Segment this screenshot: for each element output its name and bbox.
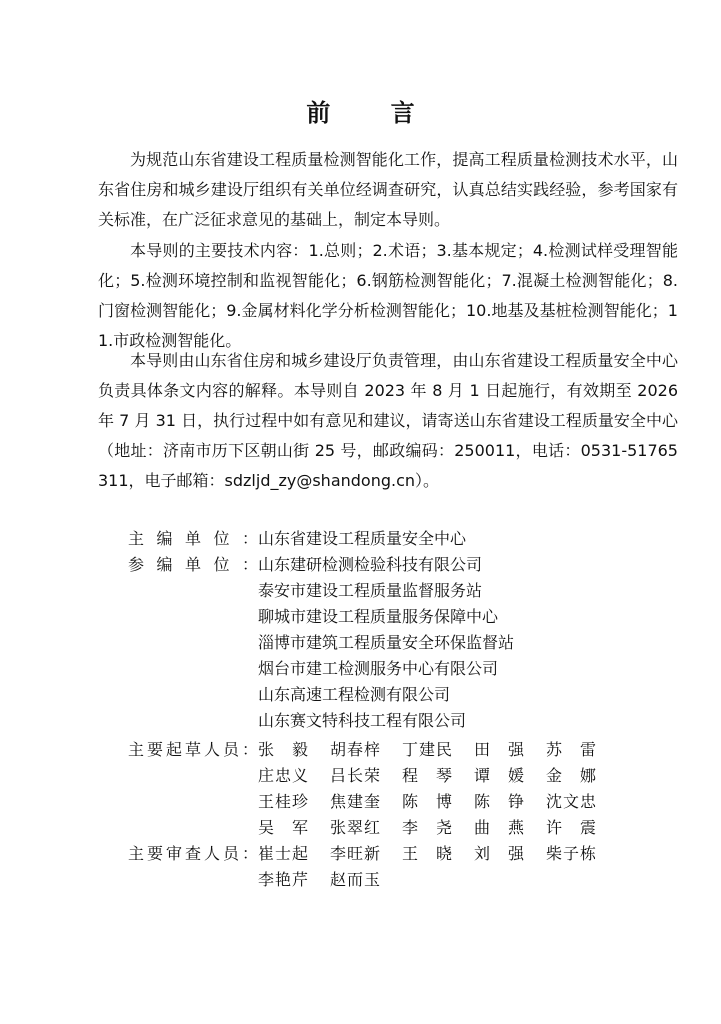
person-name: 张毅 [258, 740, 308, 759]
drafter-row-names [258, 737, 618, 763]
paragraph-contents: 本导则的主要技术内容：1.总则；2.术语；3.基本规定；4.检测试样受理智能化；5.检测环境控制和监视智能化；6.钢筋检测智能化；7.混凝土检测智能化；8.门窗检测智能化；9.金属材料化学分析检测智能化；10.地基及基桩检测智能化；11.市政检测智能化。 [98, 241, 678, 350]
co-editor-row [128, 552, 688, 578]
paragraph-purpose: 为规范山东省建设工程质量检测智能化工作，提高工程质量检测技术水平，山东省住房和城乡建设厅组织有关单位经调查研究，认真总结实践经验，参考国家有关标准，在广泛征求意见的基础上，制定本导则。 [98, 150, 678, 229]
person-name: 吕长荣 [330, 766, 380, 785]
chief-editor-unit: 山东省建设工程质量安全中心 [258, 529, 467, 548]
person-name: 陈博 [402, 792, 452, 811]
reviewer-row [128, 841, 688, 867]
co-editor-unit: 淄博市建筑工程质量安全环保监督站 [258, 633, 515, 652]
co-editor-row [128, 708, 688, 734]
person-name: 刘强 [474, 844, 524, 863]
drafter-row-label: 主要起草人员： [128, 740, 258, 759]
co-editor-row [128, 682, 688, 708]
drafter-row [128, 737, 688, 763]
person-name: 赵而玉 [330, 870, 380, 889]
drafter-row [128, 763, 688, 789]
person-name: 李旺新 [330, 844, 380, 863]
person-name: 王桂珍 [258, 792, 308, 811]
co-editor-row [128, 630, 688, 656]
co-editor-unit: 山东赛文特科技工程有限公司 [258, 711, 467, 730]
person-name: 曲燕 [474, 818, 524, 837]
drafter-row-names [258, 763, 618, 789]
co-editor-unit: 泰安市建设工程质量监督服务站 [258, 581, 483, 600]
co-editor-unit: 烟台市建工检测服务中心有限公司 [258, 659, 499, 678]
page-title: 前 言 [306, 98, 441, 127]
paragraph-management: 本导则由山东省住房和城乡建设厅负责管理，由山东省建设工程质量安全中心负责具体条文内容的解释。本导则自 2023 年 8 月 1 日起施行，有效期至 2026 年 7 月 31 日，执行过程中如有意见和建议，请寄送山东省建设工程质量安全中心（地址：济南市历下区朝山街 25 号，邮政编码：250011，电话：0531-51765311，电子邮箱：sdzljd_zy@shandong.cn）。 [98, 351, 678, 490]
co-editor-unit: 山东建研检测检验科技有限公司 [258, 555, 483, 574]
person-name: 柴子栋 [546, 844, 596, 863]
co-editor-row-label: 参编单位： [128, 555, 258, 574]
reviewer-row-names [258, 841, 618, 867]
person-name: 许震 [546, 818, 596, 837]
person-name: 程琴 [402, 766, 452, 785]
person-name: 苏雷 [546, 740, 596, 759]
chief-editor-row [128, 526, 688, 552]
drafter-row [128, 815, 688, 841]
co-editor-row [128, 578, 688, 604]
person-name: 李尧 [402, 818, 452, 837]
co-editor-row [128, 656, 688, 682]
person-name: 王晓 [402, 844, 452, 863]
person-name: 胡春梓 [330, 740, 380, 759]
chief-editor-row-label: 主编单位： [128, 529, 258, 548]
co-editor-unit: 山东高速工程检测有限公司 [258, 685, 451, 704]
person-name: 李艳芹 [258, 870, 308, 889]
person-name: 焦建奎 [330, 792, 380, 811]
reviewer-row [128, 867, 688, 893]
drafter-row-names [258, 815, 618, 841]
co-editor-row [128, 604, 688, 630]
person-name: 谭媛 [474, 766, 524, 785]
drafter-row-names [258, 789, 618, 815]
person-name: 金娜 [546, 766, 596, 785]
reviewer-row-label: 主要审查人员： [128, 844, 258, 863]
drafter-row [128, 789, 688, 815]
person-name: 陈铮 [474, 792, 524, 811]
co-editor-unit: 聊城市建设工程质量服务保障中心 [258, 607, 499, 626]
reviewer-row-names [258, 867, 402, 893]
person-name: 庄忠义 [258, 766, 308, 785]
person-name: 崔士起 [258, 844, 308, 863]
person-name: 沈文忠 [546, 792, 596, 811]
person-name: 吴军 [258, 818, 308, 837]
person-name: 田强 [474, 740, 524, 759]
person-name: 丁建民 [402, 740, 452, 759]
person-name: 张翠红 [330, 818, 380, 837]
